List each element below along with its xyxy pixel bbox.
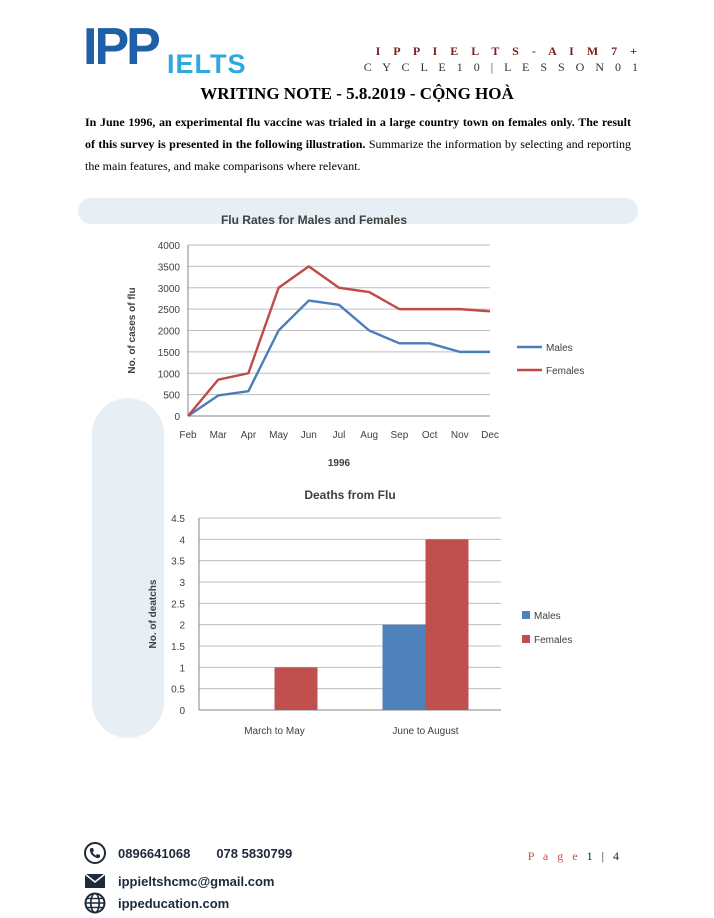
website-link[interactable]: ippeducation.com [118, 895, 230, 911]
ipp-ielts-logo [83, 18, 247, 83]
y-tick-label: 2 [179, 620, 185, 632]
page-count: 1 | 4 [586, 849, 622, 863]
prompt-normal-text: Summarize the information by selecting and reporting the main features, and make comparisons where relevant. [85, 137, 631, 173]
legend-label-females: Females [534, 635, 573, 646]
lesson-line: C Y C L E 1 0 | L E S S O N 0 1 [363, 60, 642, 74]
x-tick-label: Jul [332, 430, 346, 441]
legend-label-females: Females [546, 366, 585, 377]
y-tick-label: 3 [179, 578, 185, 589]
bar-females [275, 667, 318, 710]
phone-number-1[interactable]: 0896641068 [118, 845, 191, 861]
x-tick-label: Aug [360, 430, 379, 441]
page-label: P a g e [527, 849, 581, 863]
y-tick-label: 3500 [157, 262, 180, 274]
y-tick-label: 2.5 [171, 599, 185, 611]
x-tick-label: Oct [421, 430, 438, 441]
phone-number-2[interactable]: 078 5830799 [216, 845, 293, 861]
logo-ielts-text: IELTS [167, 49, 247, 79]
email-row [84, 870, 274, 892]
bar-males [383, 625, 426, 710]
y-tick-label: 4.5 [171, 514, 185, 525]
y-tick-label: 1500 [157, 347, 180, 359]
y-tick-label: 1.5 [171, 642, 185, 653]
website-row [84, 892, 229, 914]
bar-females [426, 539, 469, 710]
legend-swatch-females [522, 635, 530, 643]
y-tick-label: 500 [163, 390, 180, 402]
legend-swatch-males [522, 611, 530, 619]
legend-label-males: Males [534, 611, 561, 622]
chart-title: Flu Rates for Males and Females [220, 213, 408, 227]
y-tick-label: 0 [174, 412, 180, 423]
y-axis-label: No. of deatchs [148, 579, 159, 649]
x-tick-label: Sep [390, 430, 409, 441]
y-axis-label: No. of cases of flu [127, 287, 138, 374]
course-line: I P P I E L T S - A I M 7 + [375, 44, 642, 58]
y-tick-label: 2500 [157, 305, 180, 317]
flu-deaths-bar-chart [140, 480, 600, 748]
y-tick-label: 2000 [157, 326, 180, 338]
x-tick-label: May [269, 430, 289, 441]
course-header [364, 43, 642, 75]
phone-icon [84, 842, 106, 864]
email-link[interactable]: ippieltshcmc@gmail.com [118, 873, 275, 889]
logo-ip-text: IPP [83, 18, 158, 76]
x-axis-label: 1996 [327, 458, 351, 469]
email-icon [84, 870, 106, 892]
x-tick-label: June to August [392, 726, 459, 737]
x-tick-label: Mar [209, 430, 227, 441]
chart-title: Deaths from Flu [304, 488, 396, 502]
y-tick-label: 3.5 [171, 556, 185, 568]
x-tick-label: Nov [450, 430, 469, 441]
phone-row [84, 842, 292, 864]
x-tick-label: Dec [481, 430, 499, 441]
page-title: WRITING NOTE - 5.8.2019 - CỘNG HOÀ [200, 84, 514, 103]
y-tick-label: 4 [179, 535, 185, 547]
page-number [528, 849, 622, 864]
y-tick-label: 4000 [157, 241, 180, 252]
x-tick-label: Feb [179, 430, 197, 441]
contact-footer [84, 836, 644, 916]
y-tick-label: 1000 [157, 369, 180, 381]
series-line-males [188, 301, 490, 416]
x-tick-label: Jun [300, 430, 317, 441]
x-tick-label: March to May [244, 726, 305, 737]
flu-rates-line-chart [118, 203, 638, 473]
y-tick-label: 0 [179, 706, 185, 717]
x-tick-label: Apr [240, 430, 257, 441]
legend-label-males: Males [546, 343, 573, 354]
y-tick-label: 1 [179, 663, 185, 675]
globe-icon [84, 892, 106, 914]
prompt-bold-text: In June 1996, an experimental flu vaccine was trialed in a large country town on females only. The result of this survey is presented in the following illustration. [85, 115, 631, 151]
y-tick-label: 3000 [157, 283, 180, 295]
y-tick-label: 0.5 [171, 684, 185, 696]
task-prompt [85, 111, 631, 177]
